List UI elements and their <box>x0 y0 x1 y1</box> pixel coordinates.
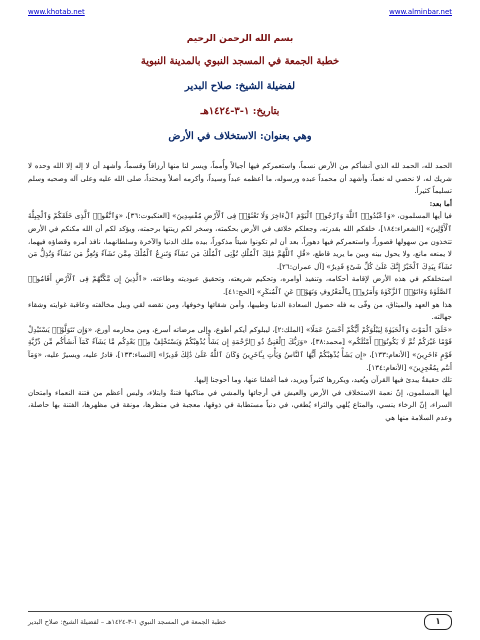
paragraph: الحمد لله، الحمد لله الذي أنشأكم من الأرض نسماً، واستعمركم فيها أجيالاً وأُمماً، ويسر لنا منها أرزاقاً وقسماً، وأشهد أن لا إله إلا الله وحده لا شريك له، لا نحصي له نعماً، وأشهد أن محمداً عبده ورسوله، ما أعظمه عبداً وسيداً، وأكرمه أصلاً ومحتداً، صلى الله عليه وعلى آله وصحبه وسلم تسليماً كثيراً. <box>28 161 452 196</box>
document-page <box>28 8 452 632</box>
paragraph: استخلفكم في هذه الأرض لإقامة أحكامه، وتنفيذ أوامره، وتحكيم شريعته، وتحقيق عبوديته وطاعته، «ٱلَّذِينَ إِن مَّكَّنَّٰهُمْ فِى ٱلْأَرْضِ أَقَامُوا۟ ٱلصَّلَوٰةَ وَءَاتَوُا۟ ٱلزَّكَوٰةَ وَأَمَرُوا۟ بِٱلْمَعْرُوفِ وَنَهَوْا۟ عَنِ ٱلْمُنكَرِ» [الحج:٤١]. <box>28 274 452 296</box>
basmala: بسم الله الرحمن الرحيم <box>186 34 294 44</box>
page-number: ١ <box>424 614 452 630</box>
page-footer <box>28 611 452 632</box>
sermon-subject: وهي بعنوان: الاستخلاف في الأرض <box>168 131 312 142</box>
preacher-name: لفضيلة الشيخ: صلاح البدير <box>184 81 296 92</box>
paragraph: أيها المسلمون، إنّ نعمة الاستخلاف في الأرض والعيش في أرجائها والمشي في مناكبها فتنةٌ وابتلاء، وليس أعظم من فتنة النعماء وامتحان السراء، إنّ الرخاء ينسي، والمتاع يُلهي والثراء يُطغي، في دنياً مستطابة في ذوقها، معجبة في منظرها، مونقة في مظهرها، الفتنة بها حاصلة، وعدم السلامة منها هي <box>28 387 452 422</box>
alminbar-link[interactable]: www.alminbar.net <box>389 8 452 16</box>
paragraph: هذا هو العهد والميثاق، من وفّى به فله حصول السعادة الدنيا وطيبها، وأمن شقائها وخوفها، ومن نقضه لقي وبيل مخالفته وعاقبة غوايته وشقاء جهالته. <box>28 299 452 322</box>
title-block <box>28 30 452 156</box>
khotab-link[interactable]: www.khotab.net <box>28 8 85 16</box>
paragraph: تلك حقيقةٌ يبدئ فيها القرآن ويُعيد، ويكررها كثيراً ويزيد، فما أغفلنا عنها، وما أحوجنا إليها. <box>193 375 452 385</box>
paragraph: «خَلَقَ ٱلْمَوْتَ وَٱلْحَيَوٰةَ لِيَبْلُوَكُمْ أَيُّكُمْ أَحْسَنُ عَمَلًا» [الملك:٢]، ليبلوكم أيكم أطوع، وإلى مرضاته أسرع، ومن محارمه أورع، «وَإِن تَتَوَلَّوْا۟ يَسْتَبْدِلْ قَوْمًا غَيْرَكُمْ ثُمَّ لَا يَكُونُوٓا۟ أَمْثَٰلَكُم» [محمد:٣٨]، «وَرَبُّكَ ٱلْغَنِىُّ ذُو ٱلرَّحْمَةِ إِن يَشَأْ يُذْهِبْكُمْ وَيَسْتَخْلِفْ مِنۢ بَعْدِكُم مَّا يَشَآءُ كَمَآ أَنشَأَكُم مِّن ذُرِّيَّةِ قَوْمٍ ءَاخَرِينَ» [الأنعام:١٣٣]، «إِن يَشَأْ يُذْهِبْكُمْ أَيُّهَا ٱلنَّاسُ وَيَأْتِ بِـَٔاخَرِينَ وَكَانَ ٱللَّهُ عَلَىٰ ذَٰلِكَ قَدِيرًا» [النساء:١٣٣]، قادرٌ عليه، ويسيرٌ عليه، «وَمَآ أَنتُم بِمُعْجِزِينَ» [الأنعام:١٣٤]. <box>28 324 452 372</box>
paragraph: فيا أيها المسلمون، «وَٱعْبُدُوا۟ ٱللَّهَ وَٱرْجُوا۟ ٱلْيَوْمَ ٱلْءَاخِرَ وَلَا تَعْثَوْا۟ فِى ٱلْأَرْضِ مُفْسِدِينَ» [العنكبوت:٣٦]، «وَٱتَّقُوا۟ ٱلَّذِى خَلَقَكُمْ وَٱلْجِبِلَّةَ ٱلْأَوَّلِينَ» [الشعراء:١٨٤]، خلقكم الله بقدرته، وجعلكم خلائف في الأرض بحكمته، وسخر لكم زينتها برحمته، ويؤكد لكم أن الله مكنكم في الأرض تتخذون من سهولها قصوراً، واستعمركم فيها دهوراً، بعد أن لم تكونوا شيئاً مذكوراً، بيده ملك الدنيا والآخرة وسلطانهما، نافذ أمره وقضاؤه فيهما، لا يمنعه مانع، ولا يحول بينه وبين ما يريد قاطع، «قُلِ ٱللَّهُمَّ مَٰلِكَ ٱلْمُلْكِ تُؤْتِى ٱلْمُلْكَ مَن تَشَآءُ وَتَنزِعُ ٱلْمُلْكَ مِمَّن تَشَآءُ وَتُعِزُّ مَن تَشَآءُ وَتُذِلُّ مَن تَشَآءُ بِيَدِكَ ٱلْخَيْرُ إِنَّكَ عَلَىٰ كُلِّ شَىْءٍ قَدِيرٌ» [آل عمران:٢٦]. <box>28 211 452 271</box>
sermon-body <box>28 160 452 424</box>
footer-caption: خطبة الجمعة في المسجد النبوي ١-٣-١٤٢٤هـ – لفضيلة الشيخ: صلاح البدير <box>28 618 227 626</box>
sermon-date: بتاريخ: ١-٣-١٤٢٤هـ <box>200 106 280 117</box>
sermon-title: خطبة الجمعة في المسجد النبوي بالمدينة النبوية <box>140 56 340 67</box>
header-links <box>28 8 452 22</box>
paragraph: أما بعد: <box>429 198 452 208</box>
